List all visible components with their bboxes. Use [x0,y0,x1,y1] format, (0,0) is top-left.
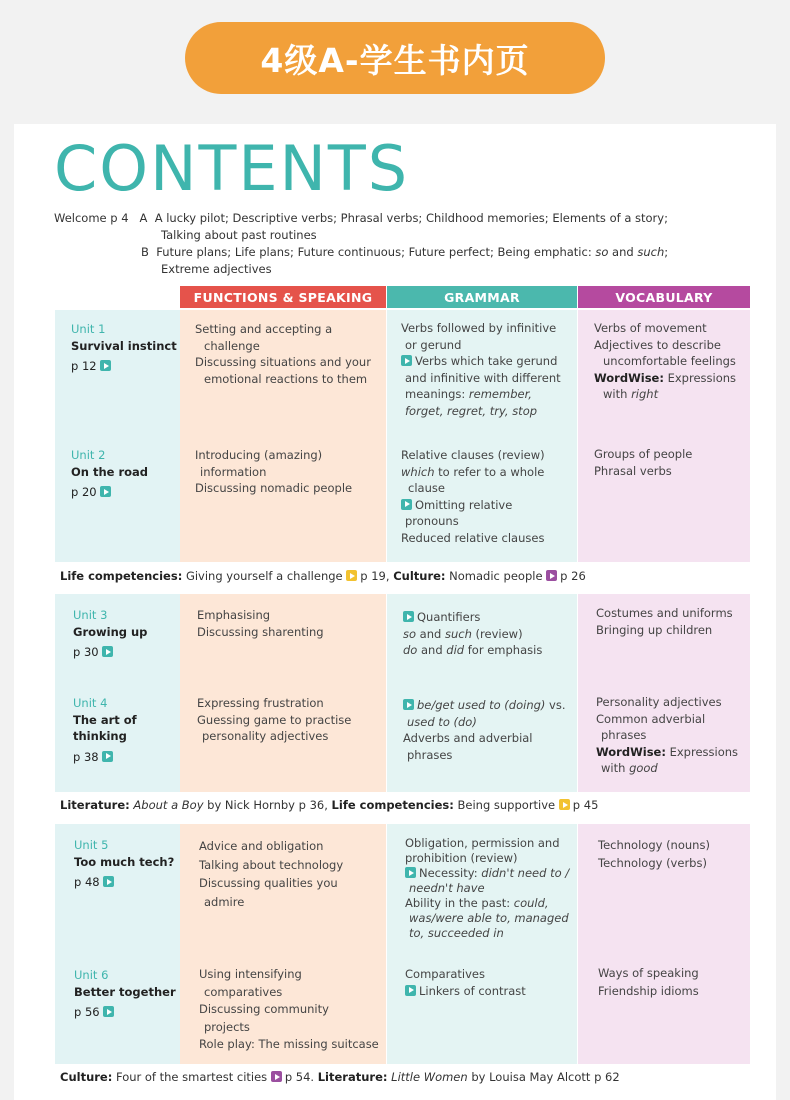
u1-f1b: challenge [204,338,260,353]
u3-g3b: and [417,643,447,657]
u5-f3a: Discussing qualities you [199,876,338,890]
unit2-info [71,447,148,501]
unit4-vocabulary [596,694,751,777]
unit5-page[interactable] [74,874,174,891]
u2-f1a: Introducing (amazing) [195,448,323,462]
unit2-name: On the road [71,464,149,479]
u2-g3a: Omitting relative [415,497,513,512]
u3-g2d: (review) [471,626,523,641]
u3-f1: Emphasising [197,608,271,622]
u4-f2b: personality adjectives [202,729,329,743]
play-icon [102,751,113,762]
f2-label2: Life competencies: [331,798,454,812]
page-banner: 4级A-学生书内页 [185,22,605,94]
unit5-functions [199,837,384,911]
f3-sep: . [310,1070,318,1084]
u2-g2c: clause [408,481,445,495]
header-vocabulary: VOCABULARY [578,286,750,308]
u2-g2b: to refer to a whole [434,464,545,479]
u4-v3b: Expressions [665,744,739,759]
u5-g2a: Necessity: [419,866,482,880]
u2-v2: Phrasal verbs [594,463,672,478]
u6-g1: Comparatives [405,967,485,981]
u1-v2a: Adjectives to describe [594,337,721,352]
unit1-page-label: p 12 [71,359,97,373]
welcome-a-line2: Talking about past routines [161,228,317,242]
unit2-page-label: p 20 [71,485,97,499]
f1-page2[interactable]: p 26 [560,569,586,583]
u1-v3d: right [631,387,659,401]
unit6-number: Unit 6 [74,968,109,982]
unit3-page[interactable] [73,644,147,661]
welcome-b-end: ; [664,245,669,259]
unit2-grammar [401,447,576,546]
f1-text2: Nomadic people [445,569,547,583]
u1-g2c: meanings: [405,387,469,401]
u5-g2c: needn't have [409,881,485,895]
u3-g3d: for emphasis [464,643,543,657]
f1-label1: Life competencies: [60,569,183,583]
unit3-name: Growing up [73,624,148,639]
u5-g1a: Obligation, permission and [405,836,560,850]
u3-g3a: do [403,643,418,657]
u5-g2b: didn't need to / [481,866,570,880]
u5-g3b: could, [513,896,549,910]
u4-v3d: good [629,761,658,775]
unit3-number: Unit 3 [73,608,108,622]
f3-label1: Culture: [60,1070,113,1084]
u3-g2b: and [416,626,445,641]
play-icon [559,799,570,810]
u3-g1: Quantifiers [417,610,481,624]
f2-sep: , [324,798,332,812]
u1-f1a: Setting and accepting a [195,322,333,336]
u6-v1: Ways of speaking [598,966,699,980]
f1-sep: , [385,569,394,583]
u1-g2b: and infinitive with different [405,370,561,385]
f2-text1: by Nick Hornby [203,798,299,812]
u6-v2: Friendship idioms [598,983,699,998]
u1-v3a: WordWise: [594,370,664,385]
u1-v3b: Expressions [663,370,737,385]
unit6-functions [199,966,384,1054]
welcome-b-letter: B [141,245,149,259]
unit2-vocabulary [594,446,749,479]
u1-f2a: Discussing situations and your [195,355,371,369]
u2-v1: Groups of people [594,447,693,461]
contents-page [14,124,776,1100]
unit1-page[interactable] [71,358,177,375]
footer-block3 [60,1070,620,1084]
u1-g1b: or gerund [405,337,462,352]
u4-v2b: phrases [601,728,647,742]
play-icon [102,646,113,657]
unit5-name: Too much tech? [74,854,175,869]
u4-g2b: phrases [407,747,453,762]
u3-v2: Bringing up children [596,622,713,637]
welcome-a-letter: A [139,211,148,225]
u1-g2e: forget, regret, try, stop [405,403,538,418]
play-icon [403,611,414,622]
u1-g2d: remember, [468,387,532,401]
f3-label2: Literature: [317,1070,388,1084]
unit2-page[interactable] [71,484,148,501]
welcome-page: p 4 [110,211,129,225]
unit5-page-label: p 48 [74,875,100,889]
u6-f1a: Using intensifying [199,967,302,981]
welcome-section [54,210,668,278]
unit1-info [71,321,177,375]
u6-g2: Linkers of contrast [419,983,526,998]
u3-g3c: did [446,643,465,657]
u4-g2a: Adverbs and adverbial [403,731,533,745]
unit1-vocabulary [594,320,749,403]
welcome-b-line1: Future plans; Life plans; Future continuous; Future perfect; Being emphatic: [156,245,596,259]
unit6-page[interactable] [74,1004,176,1021]
f3-title2: Little Women [387,1070,468,1084]
f2-page2[interactable]: p 45 [572,798,599,812]
unit5-info [74,837,174,891]
u5-g1b: prohibition (review) [405,851,518,865]
unit4-grammar [403,697,578,763]
u2-f2: Discussing nomadic people [195,481,353,495]
u5-v2: Technology (verbs) [598,856,707,870]
play-icon [401,355,412,366]
u4-v1: Personality adjectives [596,695,722,709]
play-icon [405,867,416,878]
u6-f2b: projects [204,1019,250,1034]
u3-g2a: so [403,626,417,641]
footer-block1 [60,569,586,583]
f3-page1[interactable]: p 54 [284,1070,311,1084]
u3-v1: Costumes and uniforms [596,606,733,620]
f1-text1: Giving yourself a challenge [182,569,347,583]
u5-v1: Technology (nouns) [598,838,710,852]
play-icon [401,499,412,510]
u6-f2a: Discussing community [199,1002,329,1016]
u3-f2: Discussing sharenting [197,624,324,639]
u4-v2a: Common adverbial [596,711,706,726]
f3-text1: Four of the smartest cities [112,1070,271,1084]
unit4-info [73,695,137,765]
u5-f3b: admire [204,894,245,909]
f2-page1[interactable]: p 36 [298,798,325,812]
u4-f2a: Guessing game to practise [197,712,352,727]
unit1-name: Survival instinct [71,338,177,353]
u1-v1: Verbs of movement [594,321,707,335]
u2-g2a: which [401,464,435,479]
u4-g1a: be/get used to (doing) [417,698,546,712]
unit6-grammar [405,966,580,999]
u1-v3c: with [603,387,632,401]
unit5-number: Unit 5 [74,838,109,852]
unit1-number: Unit 1 [71,322,106,336]
play-icon [403,699,414,710]
u2-g4: Reduced relative clauses [401,530,545,545]
play-icon [546,570,557,581]
play-icon [271,1071,282,1082]
unit4-name-line2: thinking [73,729,127,743]
play-icon [103,1006,114,1017]
unit4-number: Unit 4 [73,696,108,710]
unit5-grammar [405,836,580,941]
welcome-b-so: so [595,245,609,259]
f1-page1[interactable]: p 19 [360,569,386,583]
unit6-page-label: p 56 [74,1005,100,1019]
welcome-b-and: and [608,245,638,259]
unit2-number: Unit 2 [71,448,106,462]
unit3-functions [197,607,382,640]
play-icon [405,985,416,996]
unit3-vocabulary [596,605,751,638]
u5-g3a: Ability in the past: [405,896,514,910]
welcome-b-line2: Extreme adjectives [161,262,272,276]
unit6-info [74,967,176,1021]
unit3-info [73,607,147,661]
u4-v3a: WordWise: [596,744,666,759]
u5-f2: Talking about technology [199,857,344,872]
u1-g1a: Verbs followed by infinitive [401,321,557,335]
footer-block2 [60,798,598,812]
unit3-page-label: p 30 [73,645,99,659]
play-icon [100,486,111,497]
u6-f1b: comparatives [204,984,283,999]
welcome-label: Welcome [54,211,107,225]
header-grammar: GRAMMAR [387,286,577,308]
u5-g3c: was/were able to, managed [409,911,569,925]
u4-g1b: vs. [545,698,566,712]
unit1-functions [195,321,380,387]
u2-f1b: information [200,464,267,479]
f3-page2[interactable]: p 62 [594,1070,620,1084]
f2-text2: Being supportive [453,798,559,812]
unit3-grammar [403,609,578,659]
u4-v3c: with [601,761,630,775]
unit4-name-line1: The art of [73,712,137,727]
u5-f1: Advice and obligation [199,839,324,853]
header-functions: FUNCTIONS & SPEAKING [180,286,386,308]
unit5-vocabulary [598,836,753,872]
play-icon [100,360,111,371]
f3-text2: by Louisa May Alcott [467,1070,595,1084]
unit4-functions [197,695,382,745]
unit4-page[interactable] [73,749,137,766]
play-icon [103,876,114,887]
u1-g2a: Verbs which take gerund [415,354,558,368]
u6-f3: Role play: The missing suitcase [199,1037,379,1051]
u4-g1c: used to (do) [407,714,477,729]
play-icon [346,570,357,581]
welcome-b-such: such [637,245,665,259]
welcome-a-line1: A lucky pilot; Descriptive verbs; Phrasal verbs; Childhood memories; Elements of a story; [154,211,668,225]
u1-f2b: emotional reactions to them [204,371,368,386]
u4-f1: Expressing frustration [197,696,324,710]
f2-label1: Literature: [60,798,130,812]
unit1-grammar [401,320,576,419]
u2-g3b: pronouns [405,514,459,528]
u5-g3d: to, succeeded in [409,926,504,940]
unit6-vocabulary [598,965,753,1000]
u2-g1: Relative clauses (review) [401,448,545,462]
page-title: CONTENTS [54,132,410,205]
u3-g2c: such [444,626,472,641]
unit2-functions [195,447,380,497]
u1-v2b: uncomfortable feelings [603,354,736,368]
unit4-page-label: p 38 [73,749,99,764]
f1-label2: Culture: [393,569,446,583]
unit6-name: Better together [74,984,176,999]
f2-title1: About a Boy [129,798,204,812]
